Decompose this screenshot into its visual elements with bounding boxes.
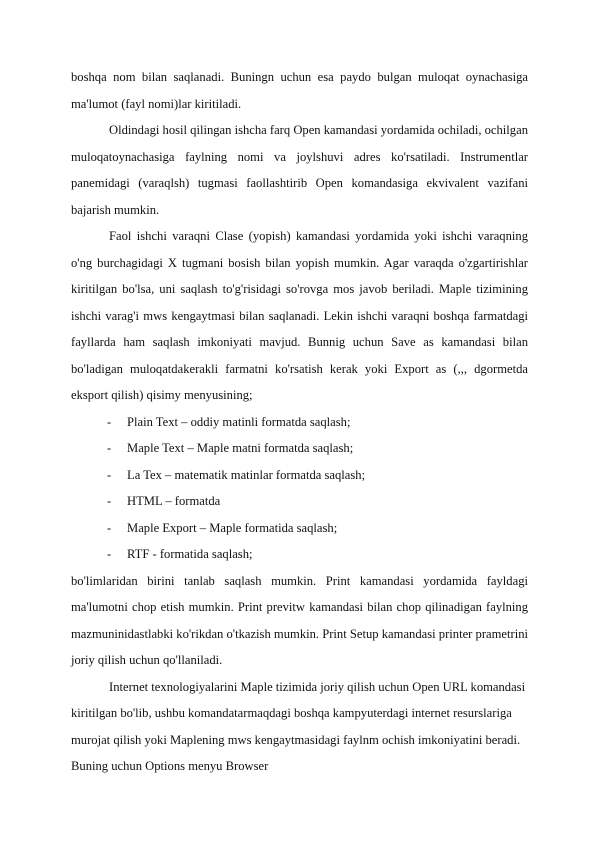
list-item: - Plain Text – oddiy matinli formatda saqlash; xyxy=(71,409,528,436)
list-item: - HTML – formatda xyxy=(71,488,528,515)
dash-bullet: - xyxy=(107,520,112,535)
paragraph-5: Internet texnologiyalarini Maple tizimida joriy qilish uchun Open URL komandasi kiritilgan bo'lib, ushbu komandatarmaqdagi boshqa kampyuterdagi internet resurslariga murojat qilish yoki Maplening mws kengaytmasidagi faylnm ochish imkoniyatini beradi. Buning uchun Options menyu Browser xyxy=(71,679,526,773)
dash-bullet: - xyxy=(107,414,112,429)
document-page xyxy=(71,64,528,780)
paragraph-1: boshqa nom bilan saqlanadi. Buningn uchun esa paydo bulgan muloqat oynachasiga ma'lumot (fayl nomi)lar kiritiladi. xyxy=(71,70,528,111)
list-item: - RTF - formatida saqlash; xyxy=(71,541,528,568)
dash-bullet: - xyxy=(107,441,112,455)
list-item: - Maple Export – Maple formatida saqlash; xyxy=(71,515,528,542)
list-item: - Maple Text – Maple matni formatda saqlash; xyxy=(71,435,528,462)
dash-bullet: - xyxy=(107,547,112,561)
export-format-list xyxy=(71,409,528,568)
paragraph-2: Oldindagi hosil qilingan ishcha farq Open kamandasi yordamida ochiladi, ochilgan muloqatoynachasiga faylning nomi va joylshuvi adres ko'rsatiladi. Instrumentlar panemidagi (varaqlsh) tugmasi faollashtirib Open komandasiga ekvivalent vazifani bajarish mumkin. xyxy=(71,123,528,217)
paragraph-4: bo'limlaridan birini tanlab saqlash mumkin. Print kamandasi yordamida fayldagi ma'lumotni chop etish mumkin. Print previtw kamandasi bilan chop qilinadigan faylning mazmuninidastlabki ko'rikdan o'tkazish mumkin. Print Setup kamandasi printer prametrini joriy qilish uchun qo'llaniladi. xyxy=(71,573,528,667)
list-item: - La Tex – matematik matinlar formatda saqlash; xyxy=(71,462,528,489)
dash-bullet: - xyxy=(107,467,112,482)
dash-bullet: - xyxy=(107,494,112,508)
paragraph-3: Faol ishchi varaqni Clase (yopish) kamandasi yordamida yoki ishchi varaqning o'ng burchagidagi X tugmani bosish bilan yopish mumkin. Agar varaqda o'zgartirishlar kiritilgan bo'lsa, uni saqlash to'g'risidagi so'rovga mos javob beriladi. Maple tizimining ishchi varag'i mws kengaytmasi bilan saqlanadi. Lekin ishchi varaqni boshqa farmatdagi fayllarda ham saqlash imkoniyati mavjud. Bunnig uchun Save as kamandasi bilan bo'ladigan muloqatdakerakli farmatni ko'rsatish kerak yoki Export as (,,, dgormetda eksport qilish) qisimy menyusining; xyxy=(71,229,528,402)
